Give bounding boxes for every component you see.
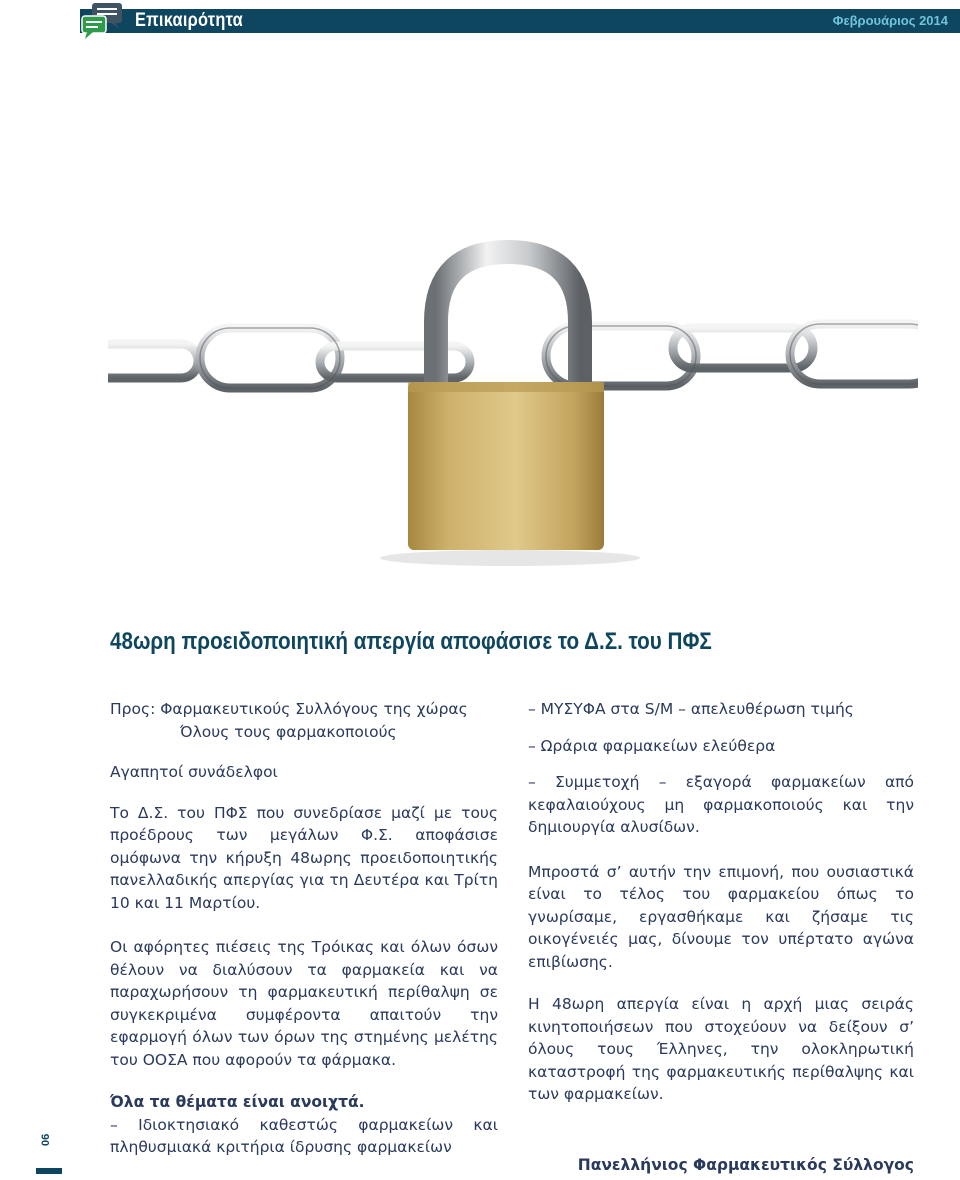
issue-item-otc: – ΜΥΣΥΦΑ στα S/M – απελευθέρωση τιμής <box>528 700 854 718</box>
signature: Πανελλήνιος Φαρμακευτικός Σύλλογος <box>577 1156 914 1174</box>
paragraph-decision: Το Δ.Σ. του ΠΦΣ που συνεδρίασε μαζί με τους προέδρους των μεγάλων Φ.Σ. αποφάσισε ομόφωνα την κήρυξη 48ωρης προειδοποιητικής πανελλαδικής απεργίας για τη Δευτέρα και Τρίτη 10 και 11 Μαρτίου. <box>110 803 498 912</box>
section-title: Επικαιρότητα <box>135 10 243 31</box>
chat-bubbles-icon <box>80 2 126 40</box>
issue-item-ownership: – Ιδιοκτησιακό καθεστώς φαρμακείων και πληθυσμιακά κριτήρια ίδρυσης φαρμακείων <box>110 1115 498 1156</box>
issue-item-hours: – Ωράρια φαρμακείων ελεύθερα <box>528 736 776 755</box>
paragraph-strike: Η 48ωρη απεργία είναι η αρχή μιας σειράς κινητοποιήσεων που στοχεύουν να δείξουν σ’ όλους τους Έλληνες, την ολοκληρωτική καταστροφή της φαρμακευτικής περίθαλψης και των φαρμακείων. <box>528 995 914 1103</box>
header-bar <box>80 9 960 33</box>
paragraph-pressures: Οι αφόρητες πιέσεις της Τρόικας και όλων όσων θέλουν να διαλύσουν τα φαρμακεία και να παραχωρήσουν τη φαρμακευτική περίθαλψη σε συγκεκριμένα συμφέροντα απαιτούν την εφαρμογή όλων των όρων της στημένης μελέτης του ΟΟΣΑ που αφορούν τα φάρμακα. <box>110 938 498 1069</box>
issue-date: Φεβρουάριος 2014 <box>832 13 948 28</box>
article-column-right <box>528 698 914 1106</box>
padlock-chain-photo <box>108 240 918 570</box>
page-number-bar <box>36 1168 62 1174</box>
page-number: 06 <box>40 1133 52 1146</box>
recipients-line-2: Όλους τους φαρμακοποιούς <box>180 722 397 741</box>
article-column-left <box>110 698 498 1159</box>
recipients-line: Προς: Φαρμακευτικούς Συλλόγους της χώρας <box>110 700 468 718</box>
greeting: Αγαπητοί συνάδελφοι <box>110 763 278 781</box>
article-headline: 48ωρη προειδοποιητική απεργία αποφάσισε το Δ.Σ. του ΠΦΣ <box>110 628 712 655</box>
paragraph-survival: Μπροστά σ’ αυτήν την επιμονή, που ουσιαστικά είναι το τέλος του φαρμακείου όπως το γνωρίσαμε, εργασθήκαμε και ζήσαμε τις οικογένειές μας, δίνουμε τον υπέρτατο αγώνα επιβίωσης. <box>528 862 914 971</box>
issue-item-ownership-chains: – Συμμετοχή – εξαγορά φαρμακείων από κεφαλαιούχους μη φαρμακοποιούς και την δημιουργία αλυσίδων. <box>528 773 914 836</box>
open-issues-heading: Όλα τα θέματα είναι ανοιχτά. <box>110 1093 365 1111</box>
